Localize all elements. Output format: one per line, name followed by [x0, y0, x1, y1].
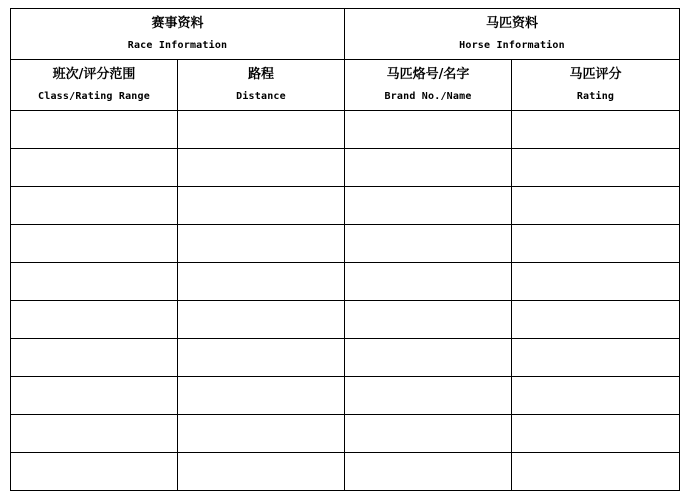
entry-form-table [10, 8, 680, 491]
race-information-header [11, 9, 345, 60]
column-header-distance [178, 60, 345, 111]
race-information-title-en: Race Information [127, 40, 228, 51]
class-rating-range-cell[interactable] [11, 453, 178, 491]
table-row [11, 263, 680, 301]
rating-cell[interactable] [512, 149, 680, 187]
group-header-row [11, 9, 680, 60]
distance-cell[interactable] [178, 377, 345, 415]
brand-no-name-cell[interactable] [345, 377, 512, 415]
column-label-en: Distance [236, 91, 286, 102]
class-rating-range-cell[interactable] [11, 301, 178, 339]
brand-no-name-cell[interactable] [345, 111, 512, 149]
table-row [11, 111, 680, 149]
brand-no-name-cell[interactable] [345, 225, 512, 263]
distance-cell[interactable] [178, 111, 345, 149]
entry-form-sheet [10, 8, 679, 491]
entry-rows [11, 111, 680, 491]
distance-cell[interactable] [178, 453, 345, 491]
table-row [11, 187, 680, 225]
brand-no-name-cell[interactable] [345, 263, 512, 301]
column-header-rating [512, 60, 680, 111]
horse-information-title-en: Horse Information [459, 40, 565, 51]
brand-no-name-cell[interactable] [345, 453, 512, 491]
class-rating-range-cell[interactable] [11, 377, 178, 415]
rating-cell[interactable] [512, 187, 680, 225]
rating-cell[interactable] [512, 301, 680, 339]
brand-no-name-cell[interactable] [345, 301, 512, 339]
distance-cell[interactable] [178, 149, 345, 187]
distance-cell[interactable] [178, 225, 345, 263]
column-label-en: Class/Rating Range [38, 91, 150, 102]
table-row [11, 339, 680, 377]
table-row [11, 149, 680, 187]
brand-no-name-cell[interactable] [345, 415, 512, 453]
horse-information-header [345, 9, 680, 60]
rating-cell[interactable] [512, 339, 680, 377]
distance-cell[interactable] [178, 415, 345, 453]
rating-cell[interactable] [512, 263, 680, 301]
class-rating-range-cell[interactable] [11, 339, 178, 377]
distance-cell[interactable] [178, 339, 345, 377]
distance-cell[interactable] [178, 301, 345, 339]
class-rating-range-cell[interactable] [11, 111, 178, 149]
column-label-zh: 路程 [247, 67, 274, 82]
table-row [11, 377, 680, 415]
column-label-zh: 班次/评分范围 [52, 67, 136, 82]
table-row [11, 453, 680, 491]
class-rating-range-cell[interactable] [11, 187, 178, 225]
table-row [11, 301, 680, 339]
column-header-row [11, 60, 680, 111]
brand-no-name-cell[interactable] [345, 339, 512, 377]
distance-cell[interactable] [178, 187, 345, 225]
column-header-brand-no-name [345, 60, 512, 111]
column-label-zh: 马匹评分 [569, 67, 622, 82]
rating-cell[interactable] [512, 453, 680, 491]
table-row [11, 225, 680, 263]
horse-information-title-zh: 马匹资料 [485, 16, 538, 31]
brand-no-name-cell[interactable] [345, 187, 512, 225]
column-label-zh: 马匹烙号/名字 [386, 67, 470, 82]
column-header-class-rating-range [11, 60, 178, 111]
class-rating-range-cell[interactable] [11, 415, 178, 453]
rating-cell[interactable] [512, 111, 680, 149]
class-rating-range-cell[interactable] [11, 225, 178, 263]
class-rating-range-cell[interactable] [11, 263, 178, 301]
race-information-title-zh: 赛事资料 [151, 16, 204, 31]
rating-cell[interactable] [512, 377, 680, 415]
class-rating-range-cell[interactable] [11, 149, 178, 187]
distance-cell[interactable] [178, 263, 345, 301]
table-row [11, 415, 680, 453]
brand-no-name-cell[interactable] [345, 149, 512, 187]
column-label-en: Brand No./Name [384, 91, 472, 102]
rating-cell[interactable] [512, 225, 680, 263]
rating-cell[interactable] [512, 415, 680, 453]
column-label-en: Rating [576, 91, 615, 102]
